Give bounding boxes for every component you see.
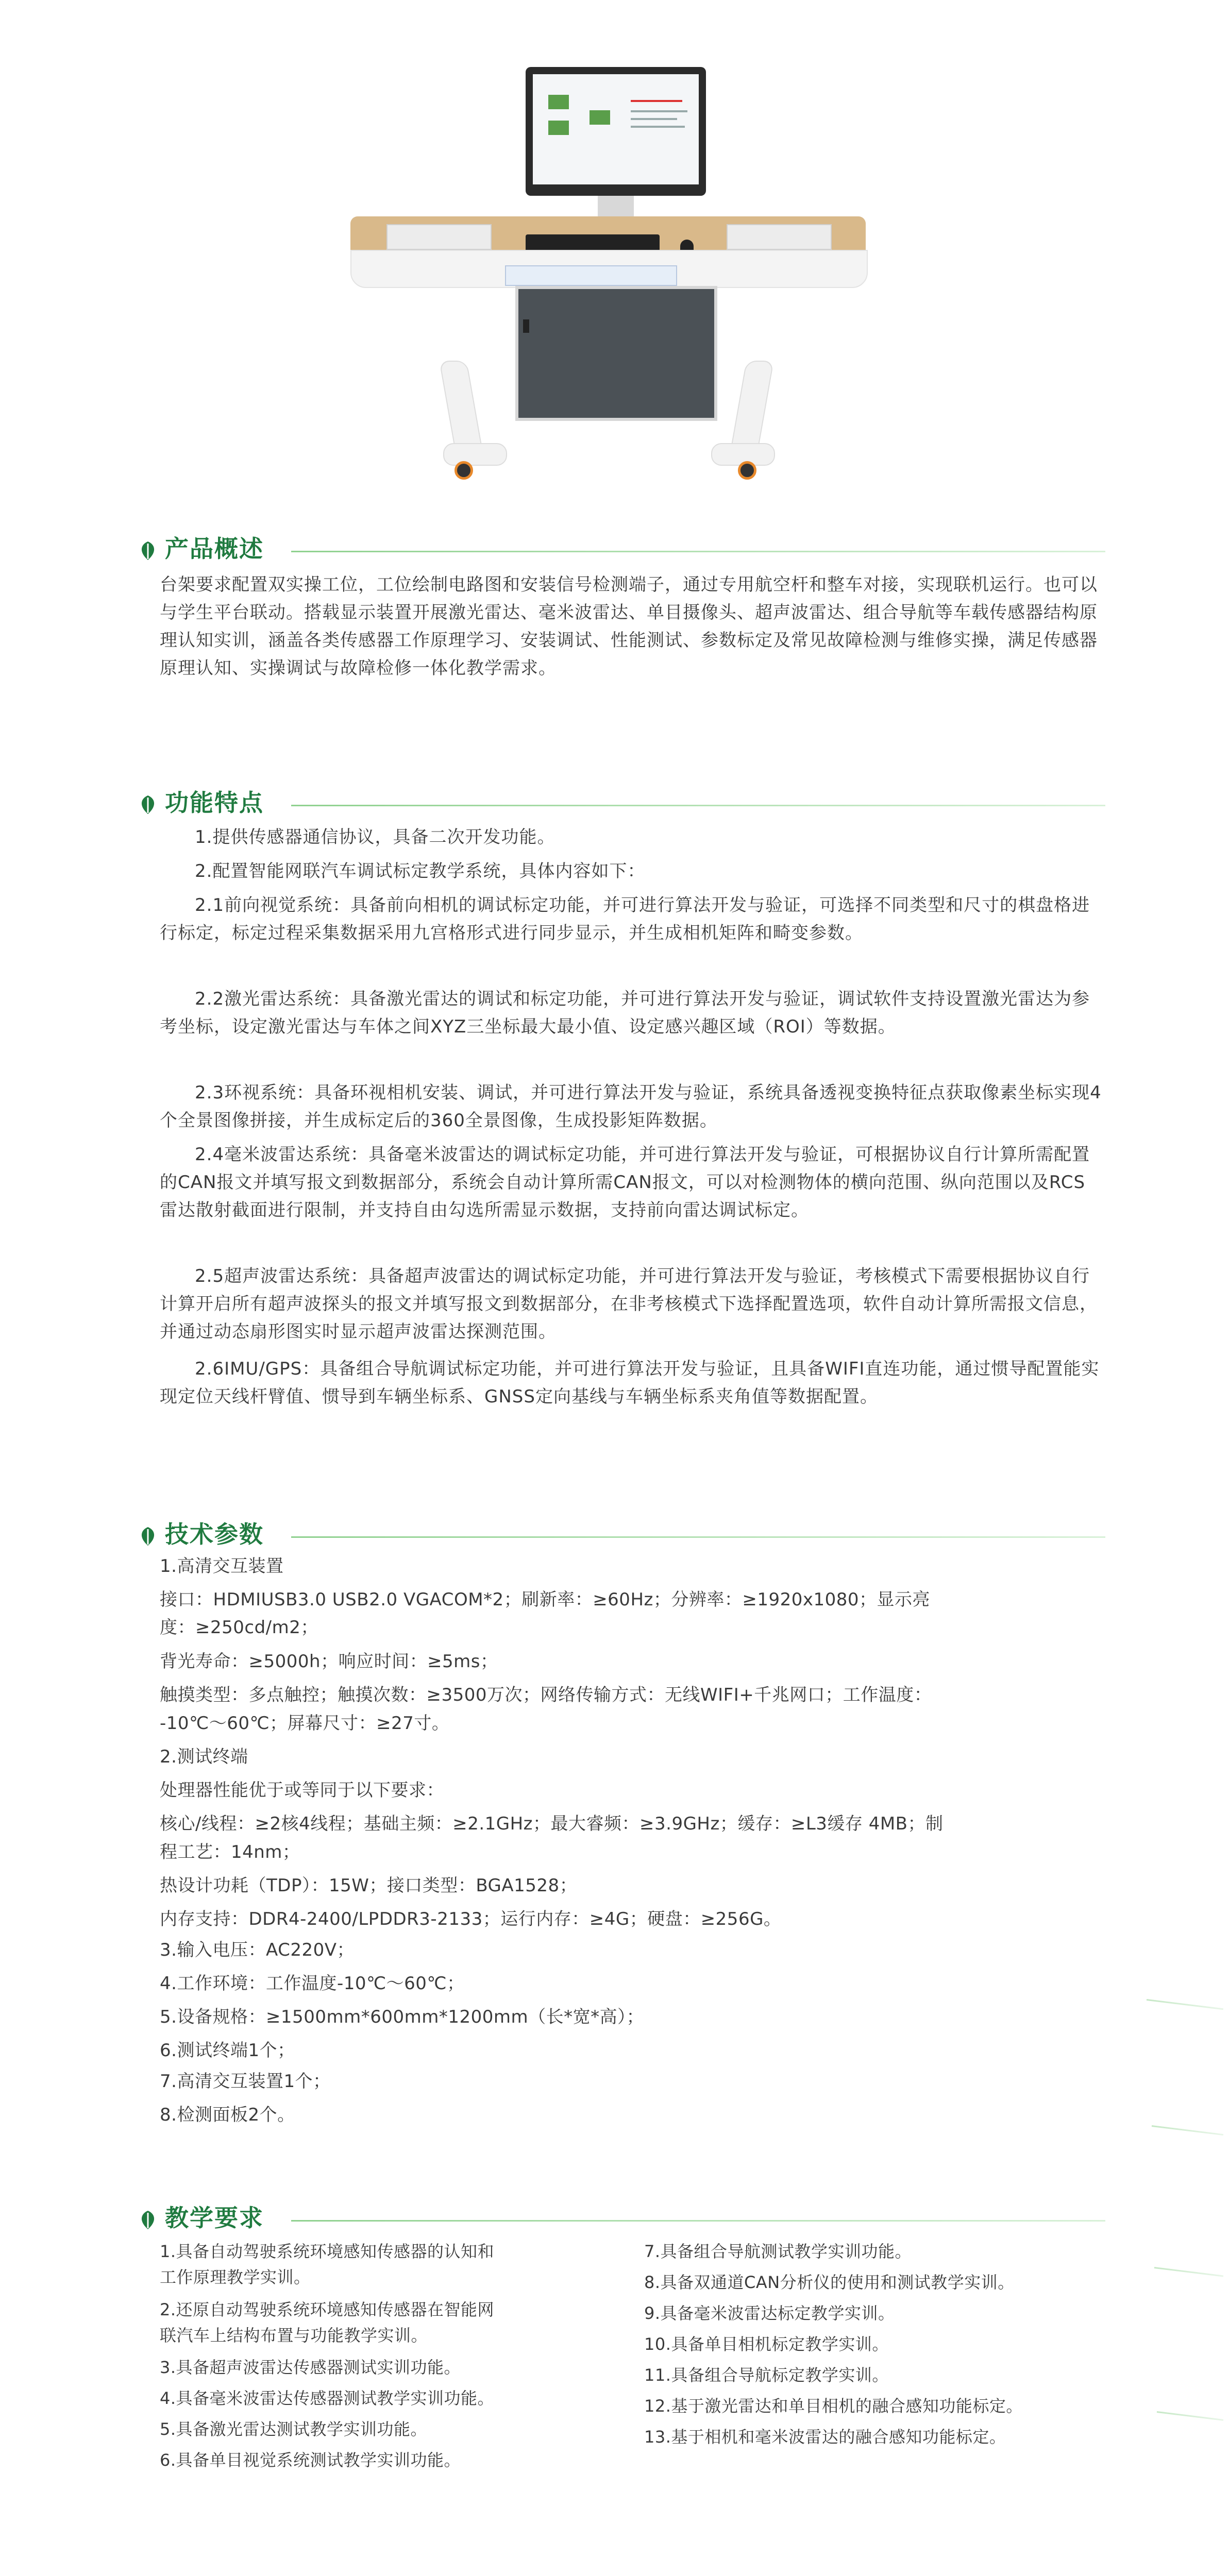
spec-line: 程工艺：14nm； — [160, 1842, 300, 1862]
feature-item: 2.2激光雷达系统：具备激光雷达的调试和标定功能，并可进行算法开发与验证，调试软件支持设置激光雷达为参考坐标，设定激光雷达与车体之间XYZ三坐标最大最小值、设定感兴趣区域（ROI）等数据。 — [160, 989, 1090, 1037]
base-left — [443, 443, 507, 466]
teaching-item: 7.具备组合导航测试教学实训功能。 — [644, 2242, 912, 2261]
feature-item: 2.3环视系统：具备环视相机安装、调试，并可进行算法开发与验证，系统具备透视变换特征点获取像素坐标实现4个全景图像拼接，并生成标定后的360全景图像，生成投影矩阵数据。 — [160, 1082, 1102, 1131]
feature-item: 1.提供传感器通信协议，具备二次开发功能。 — [195, 827, 555, 848]
feature-item: 2.5超声波雷达系统：具备超声波雷达的调试标定功能，并可进行算法开发与验证，考核模式下需要根据协议自行计算开启所有超声波探头的报文并填写报文到数据部分，在非考核模式下选择配置选项，软件自动计算所需报文信息，并通过动态扇形图实时显示超声波雷达探测范围。 — [160, 1266, 1098, 1342]
teaching-item: 12.基于激光雷达和单目相机的融合感知功能标定。 — [644, 2396, 1023, 2416]
section-divider — [291, 1536, 1105, 1538]
section-divider — [291, 551, 1105, 552]
spec-line: 8.检测面板2个。 — [160, 2105, 295, 2125]
teaching-item: 工作原理教学实训。 — [160, 2267, 311, 2287]
feature-item: 2.6IMU/GPS：具备组合导航调试标定功能，并可进行算法开发与验证，且具备WIFI直连功能，通过惯导配置能实现定位天线杆臂值、惯导到车辆坐标系、GNSS定向基线与车辆坐标系夹角值等数据配置。 — [160, 1359, 1100, 1407]
spec-line: 6.测试终端1个； — [160, 2040, 295, 2061]
cabinet — [515, 286, 717, 421]
spec-line: 3.输入电压：AC220V； — [160, 1940, 355, 1960]
leaf-icon — [137, 539, 159, 562]
spec-line: 处理器性能优于或等同于以下要求： — [160, 1780, 444, 1801]
section-divider — [291, 805, 1105, 806]
section-heading-teaching — [137, 2202, 1105, 2233]
feature-item: 2.配置智能网联汽车调试标定教学系统，具体内容如下： — [195, 861, 646, 882]
section-title: 技术参数 — [165, 1520, 264, 1548]
decorative-stroke — [1157, 2411, 1223, 2421]
teaching-item: 9.具备毫米波雷达标定教学实训。 — [644, 2303, 895, 2323]
spec-line: 触摸类型：多点触控；触摸次数：≥3500万次；网络传输方式：无线WIFI+千兆网口；工作温度： — [160, 1685, 932, 1705]
spec-line: -10℃～60℃；屏幕尺寸：≥27寸。 — [160, 1713, 450, 1734]
section-title: 功能特点 — [165, 789, 264, 817]
teaching-item: 1.具备自动驾驶系统环境感知传感器的认知和 — [160, 2242, 495, 2261]
spec-line: 度：≥250cd/m2； — [160, 1617, 318, 1638]
wheel — [738, 461, 756, 480]
spec-line: 1.高清交互装置 — [160, 1556, 284, 1577]
section-heading-specs — [137, 1519, 1105, 1550]
decorative-stroke — [1154, 2267, 1223, 2277]
feature-item: 2.4毫米波雷达系统：具备毫米波雷达的调试标定功能，并可进行算法开发与验证，可根据协议自行计算所需配置的CAN报文并填写报文到数据部分，系统会自动计算所需CAN报文，可以对检测物体的横向范围、纵向范围以及RCS雷达散射截面进行限制，并支持自由勾选所需显示数据，支持前向雷达调试标定。 — [160, 1144, 1090, 1221]
teaching-item: 13.基于相机和毫米波雷达的融合感知功能标定。 — [644, 2427, 1006, 2447]
teaching-item: 5.具备激光雷达测试教学实训功能。 — [160, 2419, 428, 2439]
section-heading-features — [137, 787, 1105, 818]
teaching-item: 6.具备单目视觉系统测试教学实训功能。 — [160, 2450, 461, 2470]
spec-line: 接口：HDMIUSB3.0 USB2.0 VGACOM*2；刷新率：≥60Hz；分辨率：≥1920x1080；显示亮 — [160, 1589, 931, 1610]
teaching-item: 3.具备超声波雷达传感器测试实训功能。 — [160, 2358, 461, 2377]
product-image — [309, 31, 876, 484]
spec-line: 2.测试终端 — [160, 1747, 248, 1767]
spec-line: 热设计功耗（TDP）：15W；接口类型：BGA1528； — [160, 1875, 578, 1896]
teaching-item: 10.具备单目相机标定教学实训。 — [644, 2334, 889, 2354]
decorative-stroke — [1152, 2125, 1223, 2136]
teaching-item: 11.具备组合导航标定教学实训。 — [644, 2365, 889, 2385]
spec-line: 5.设备规格：≥1500mm*600mm*1200mm（长*宽*高）； — [160, 2007, 645, 2027]
spec-line: 核心/线程：≥2核4线程；基础主频：≥2.1GHz；最大睿频：≥3.9GHz；缓存：≥L3缓存 4MB；制 — [160, 1814, 944, 1834]
section-heading-overview — [137, 533, 1105, 564]
teaching-item: 8.具备双通道CAN分析仪的使用和测试教学实训。 — [644, 2273, 1015, 2292]
leaf-icon — [137, 2209, 159, 2231]
cabinet-lock — [523, 319, 529, 333]
spec-line: 7.高清交互装置1个； — [160, 2071, 331, 2092]
spec-line: 背光寿命：≥5000h；响应时间：≥5ms； — [160, 1651, 498, 1672]
teaching-item: 4.具备毫米波雷达传感器测试教学实训功能。 — [160, 2388, 495, 2408]
monitor-screen — [533, 74, 699, 184]
overview-body: 台架要求配置双实操工位，工位绘制电路图和安装信号检测端子，通过专用航空杆和整车对接，实现联机运行。也可以与学生平台联动。搭载显示装置开展激光雷达、毫米波雷达、单目摄像头、超声波雷达、组合导航等车载传感器结构原理认知实训，涵盖各类传感器工作原理学习、安装调试、性能测试、参数标定及常见故障检测与维修实操，满足传感器原理认知、实操调试与故障检修一体化教学需求。 — [160, 574, 1098, 679]
section-divider — [291, 2220, 1105, 2222]
section-title: 教学要求 — [165, 2204, 264, 2232]
feature-item: 2.1前向视觉系统：具备前向相机的调试标定功能，并可进行算法开发与验证，可选择不同类型和尺寸的棋盘格进行标定，标定过程采集数据采用九宫格形式进行同步显示，并生成相机矩阵和畸变参数。 — [160, 895, 1090, 943]
spec-line: 内存支持：DDR4-2400/LPDDR3-2133；运行内存：≥4G；硬盘：≥256G。 — [160, 1909, 782, 1929]
spec-line: 4.工作环境：工作温度-10℃～60℃； — [160, 1973, 465, 1994]
teaching-item: 联汽车上结构布置与功能教学实训。 — [160, 2326, 428, 2345]
teaching-item: 2.还原自动驾驶系统环境感知传感器在智能网 — [160, 2300, 495, 2319]
wheel — [454, 461, 473, 480]
panel-tray-left — [386, 224, 492, 250]
panel-tray-right — [727, 224, 832, 250]
decorative-stroke — [1147, 1999, 1223, 2010]
leaf-icon — [137, 1525, 159, 1548]
section-title: 产品概述 — [165, 535, 264, 563]
label-plate — [505, 265, 677, 286]
leaf-icon — [137, 793, 159, 816]
